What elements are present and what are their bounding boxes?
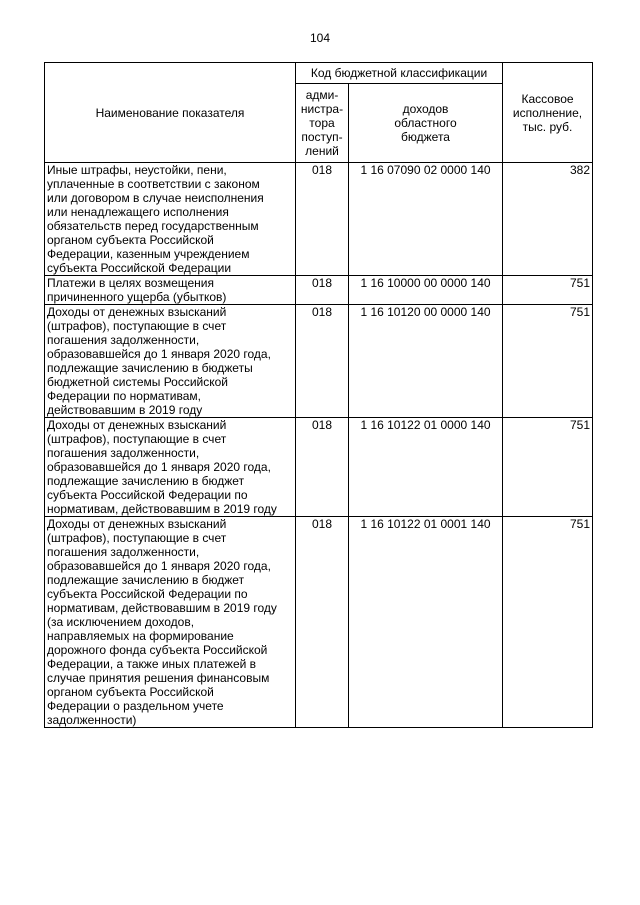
- row-indicator-name: Платежи в целях возмещения причиненного ущерба (убытков): [45, 276, 296, 305]
- header-indicator-name: Наименование показателя: [45, 63, 296, 163]
- table-row: [45, 305, 593, 418]
- row-cash-execution-amount: 751: [503, 305, 593, 418]
- row-administrator-code: 018: [296, 305, 349, 418]
- header-budget-classification-code: Код бюджетной классификации: [296, 63, 503, 84]
- table-row: [45, 418, 593, 517]
- budget-table: [44, 62, 593, 728]
- row-administrator-code: 018: [296, 517, 349, 728]
- row-revenue-code: 1 16 10122 01 0001 140: [349, 517, 503, 728]
- row-revenue-code: 1 16 07090 02 0000 140: [349, 163, 503, 276]
- table-row: [45, 163, 593, 276]
- row-indicator-name: Иные штрафы, неустойки, пени, уплаченные в соответствии с законом или договором в случае неисполнения или ненадлежащего исполнения обязательств перед государственным органом субъекта Российской Федерации, казенным учреждением субъекта Российской Федерации: [45, 163, 296, 276]
- row-revenue-code: 1 16 10122 01 0000 140: [349, 418, 503, 517]
- row-cash-execution-amount: 382: [503, 163, 593, 276]
- header-revenue-administrator: адми- нистра- тора поступ- лений: [296, 84, 349, 163]
- row-administrator-code: 018: [296, 418, 349, 517]
- row-administrator-code: 018: [296, 163, 349, 276]
- row-cash-execution-amount: 751: [503, 276, 593, 305]
- row-cash-execution-amount: 751: [503, 418, 593, 517]
- table-row: [45, 276, 593, 305]
- page-number: 104: [309, 31, 331, 45]
- row-indicator-name: Доходы от денежных взысканий (штрафов), поступающие в счет погашения задолженности, образовавшейся до 1 января 2020 года, подлежащие зачислению в бюджеты бюджетной системы Российской Федерации по нормативам, действовавшим в 2019 году: [45, 305, 296, 418]
- row-cash-execution-amount: 751: [503, 517, 593, 728]
- row-indicator-name: Доходы от денежных взысканий (штрафов), поступающие в счет погашения задолженности, образовавшейся до 1 января 2020 года, подлежащие зачислению в бюджет субъекта Российской Федерации по нормативам, действовавшим в 2019 году: [45, 418, 296, 517]
- row-revenue-code: 1 16 10000 00 0000 140: [349, 276, 503, 305]
- row-indicator-name: Доходы от денежных взысканий (штрафов), поступающие в счет погашения задолженности, образовавшейся до 1 января 2020 года, подлежащие зачислению в бюджет субъекта Российской Федерации по нормативам, действовавшим в 2019 году (за исключением доходов, направляемых на формирование дорожного фонда субъекта Российской Федерации, а также иных платежей в случае принятия решения финансовым органом субъекта Российской Федерации о раздельном учете задолженности): [45, 517, 296, 728]
- row-administrator-code: 018: [296, 276, 349, 305]
- header-regional-budget-revenue: доходов областного бюджета: [349, 84, 503, 163]
- table-row: [45, 517, 593, 728]
- header-cash-execution: Кассовое исполнение, тыс. руб.: [503, 63, 593, 163]
- row-revenue-code: 1 16 10120 00 0000 140: [349, 305, 503, 418]
